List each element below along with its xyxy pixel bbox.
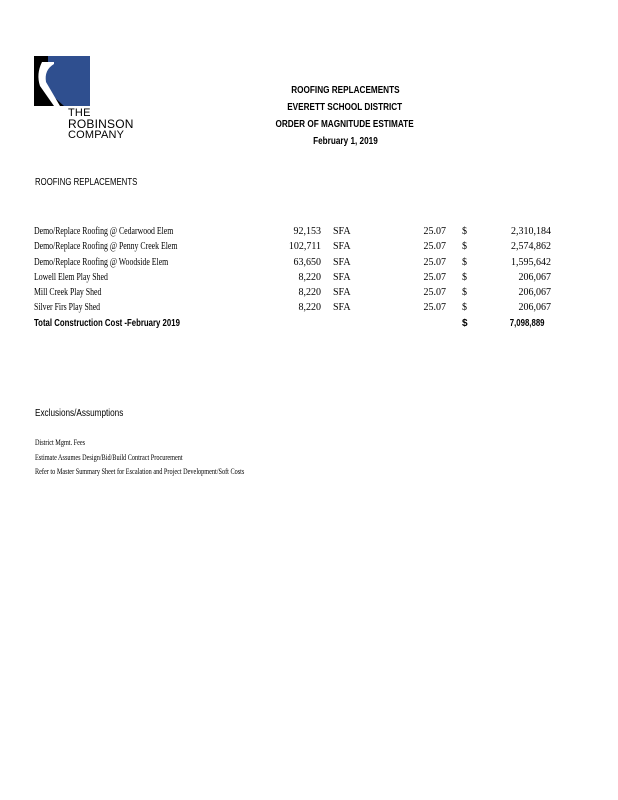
row-unit: SFA [333, 287, 351, 299]
row-rate: 25.07 [423, 226, 446, 237]
row-description: Mill Creek Play Shed [34, 287, 102, 299]
exclusions-title: Exclusions/Assumptions [35, 407, 124, 419]
row-quantity: 8,220 [298, 271, 321, 283]
row-currency: $ [462, 241, 467, 253]
table-row [34, 239, 554, 254]
table-row [34, 300, 554, 315]
exclusion-item: Refer to Master Summary Sheet for Escalation and Project Development/Soft Costs [35, 467, 245, 476]
logo-text-the: THE [68, 107, 91, 119]
estimate-table [34, 224, 554, 331]
row-currency: $ [462, 302, 467, 314]
table-row [34, 224, 554, 239]
row-quantity: 8,220 [298, 287, 321, 299]
exclusion-item: Estimate Assumes Design/Bid/Build Contract Procurement [35, 452, 183, 462]
logo-text-robinson: ROBINSON [68, 117, 134, 131]
company-logo [34, 56, 146, 146]
row-amount: 2,574,862 [511, 241, 551, 253]
row-unit: SFA [333, 271, 351, 283]
row-currency: $ [462, 287, 467, 299]
total-currency: $ [462, 317, 468, 329]
row-description: Demo/Replace Roofing @ Penny Creek Elem [34, 241, 178, 253]
section-title: ROOFING REPLACEMENTS [35, 177, 138, 188]
row-rate: 25.07 [423, 302, 446, 314]
row-quantity: 92,153 [293, 226, 321, 237]
row-amount: 206,067 [518, 287, 551, 299]
row-amount: 206,067 [518, 302, 551, 314]
row-rate: 25.07 [423, 256, 446, 268]
row-unit: SFA [333, 226, 351, 237]
row-unit: SFA [333, 302, 351, 314]
title-line-date: February 1, 2019 [312, 135, 378, 147]
total-amount: 7,098,889 [509, 317, 544, 329]
row-rate: 25.07 [423, 287, 446, 299]
title-line-3: ORDER OF MAGNITUDE ESTIMATE [275, 118, 415, 130]
row-rate: 25.07 [423, 241, 446, 253]
row-currency: $ [462, 256, 467, 268]
row-quantity: 102,711 [288, 241, 321, 253]
table-row [34, 270, 554, 285]
row-currency: $ [462, 271, 467, 283]
row-amount: 1,595,642 [511, 256, 551, 268]
row-description: Demo/Replace Roofing @ Cedarwood Elem [34, 226, 174, 237]
total-label: Total Construction Cost -February 2019 [34, 317, 180, 329]
row-quantity: 63,650 [293, 256, 321, 268]
robinson-logo-mark-icon [34, 56, 90, 106]
row-unit: SFA [333, 241, 351, 253]
row-quantity: 8,220 [298, 302, 321, 314]
title-line-2: EVERETT SCHOOL DISTRICT [287, 101, 403, 113]
row-description: Demo/Replace Roofing @ Woodside Elem [34, 256, 169, 268]
exclusion-item: District Mgmt. Fees [35, 438, 86, 447]
row-description: Silver Firs Play Shed [34, 302, 101, 314]
table-row [34, 285, 554, 300]
row-amount: 2,310,184 [511, 226, 551, 237]
row-currency: $ [462, 226, 467, 237]
total-row [34, 316, 554, 331]
logo-text-company: COMPANY [68, 129, 125, 141]
row-rate: 25.07 [423, 271, 446, 283]
exclusions-list [35, 436, 303, 480]
table-row [34, 255, 554, 270]
row-unit: SFA [333, 256, 351, 268]
row-amount: 206,067 [518, 271, 551, 283]
title-line-1: ROOFING REPLACEMENTS [290, 84, 400, 96]
row-description: Lowell Elem Play Shed [34, 271, 108, 283]
